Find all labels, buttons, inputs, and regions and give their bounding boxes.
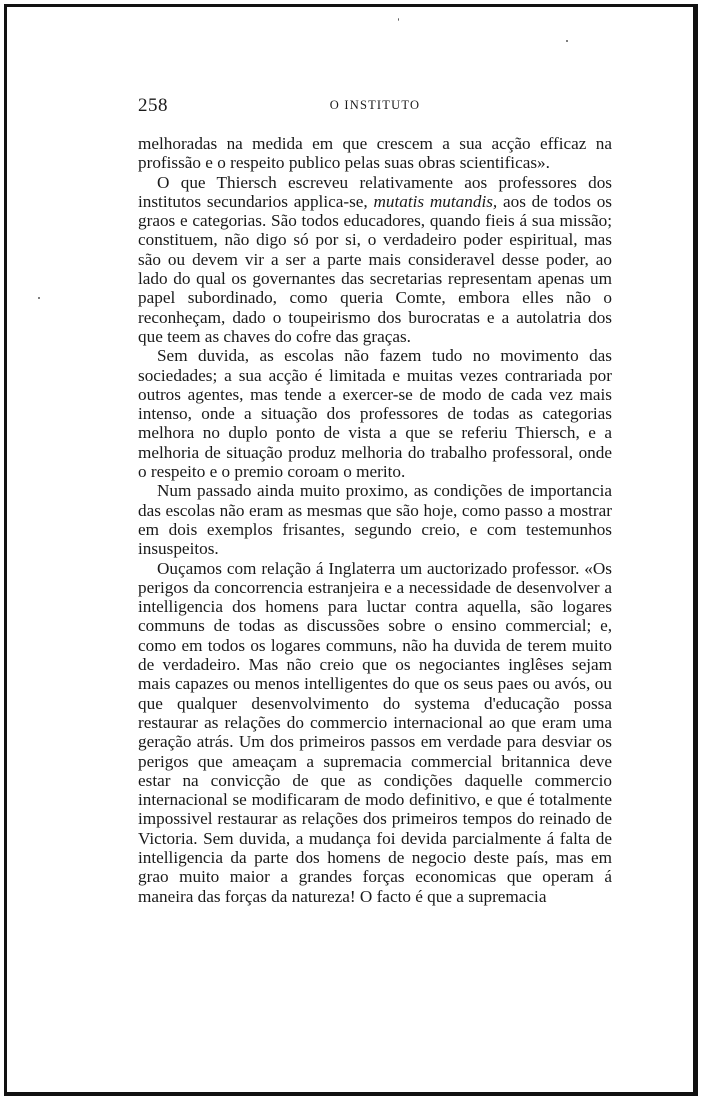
paragraph-1: melhoradas na medida em que crescem a sua acção efficaz na profissão e o respeito publico pelas suas obras scientificas». [138,134,612,173]
paragraph-4: Num passado ainda muito proximo, as condições de importancia das escolas não eram as mesmas que são hoje, como passo a mostrar em dois exemplos frisantes, segundo creio, e com testemunhos insuspeitos. [138,481,612,559]
ink-speck [398,18,399,21]
paragraph-2-italic: mutatis mutandis, [373,191,498,211]
paragraph-5: Ouçamos com relação á Inglaterra um auctorizado professor. «Os perigos da concorrencia estranjeira e a necessidade de desenvolver a intelligencia dos homens para luctar contra aquella, são logares communs de todas as discussões sobre o ensino commercial; e, como em todos os logares communs, não ha duvida de terem muito de verdadeiro. Mas não creio que os negociantes inglêses sejam mais capazes ou menos intelligentes do que os seus paes ou avós, ou que qualquer desenvolvimento do systema d'educação possa restaurar as relações do commercio internacional ao que eram uma geração atrás. Um dos primeiros passos em verdade para desviar os perigos que ameaçam a supremacia commercial britannica deve estar na convicção de que as condições daquelle commercio internacional se modificaram de modo definitivo, e que é totalmente impossivel restaurar as relações dos primeiros tempos do reinado de Victoria. Sem duvida, a mudança foi devida parcialmente á falta de intelligencia da parte dos homens de negocio deste país, mas em grao muito maior a grandes forças economicas que operam á maneira das forças da natureza! O facto é que a supremacia [138,558,612,906]
paragraph-3: Sem duvida, as escolas não fazem tudo no movimento das sociedades; a sua acção é limitada e muitas vezes contrariada por outros agentes, mas tende a exercer-se de modo de cada vez mais intenso, onde a situação dos professores de todas as categorias melhora no duplo ponto de vista a que se referiu Thiersch, e a melhoria de situação produz melhoria do trabalho professoral, onde o respeito e o premio coroam o merito. [138,346,612,482]
ink-speck [38,297,40,299]
ink-speck [566,40,568,42]
running-title: O INSTITUTO [329,98,421,112]
paragraph-2-end: aos de todos os graos e categorias. São todos educadores, quando fieis á sua missão; constituem, não digo só por si, o verdadeiro poder espiritual, mas são ou devem vir a ser a parte mais consideravel desse poder, ao lado do qual os governantes das secretarias representam apenas um papel subordinado, como queria Comte, embora elles não o reconheçam, dado o toupeirismo dos burocratas e a autolatria dos que teem as chaves do cofre das graças. [138,191,612,346]
page-header [138,95,612,115]
paragraph-2 [138,173,612,347]
page-number: 258 [138,95,168,116]
body-text [138,134,612,906]
paragraph-2-start: O que Thiersch escreveu relativamente aos professores dos institutos secundarios applica-se, [138,172,612,211]
